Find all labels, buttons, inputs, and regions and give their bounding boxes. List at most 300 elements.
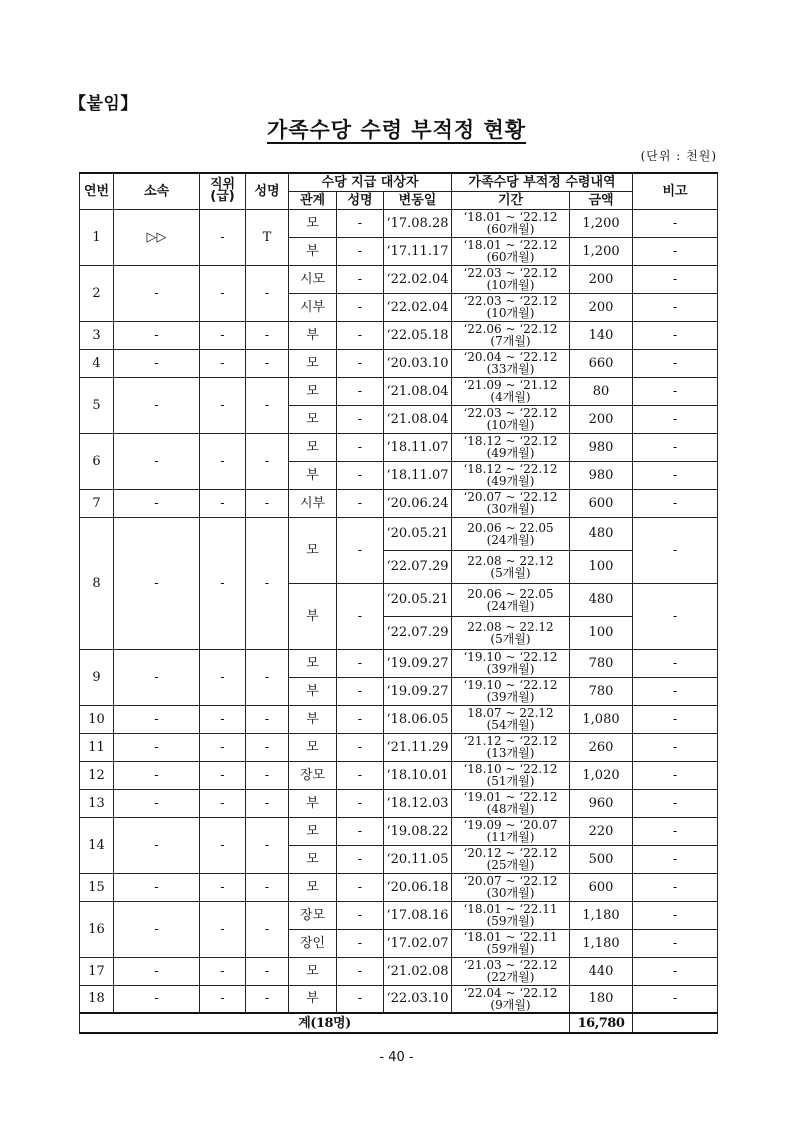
row-relation: 모	[289, 817, 337, 845]
header-note: 비고	[633, 173, 718, 209]
row-period-months: (10개월)	[486, 306, 535, 320]
row-target-name: -	[337, 517, 384, 583]
row-note: -	[633, 845, 718, 873]
row-rank: -	[200, 321, 246, 349]
row-amount: 1,020	[570, 761, 633, 789]
row-period-months: (60개월)	[486, 250, 535, 264]
row-amount: 1,200	[570, 237, 633, 265]
row-name: -	[246, 321, 289, 349]
row-dept: -	[114, 957, 200, 985]
row-change-date: ‘18.06.05	[384, 705, 452, 733]
row-dept: -	[114, 789, 200, 817]
header-dept: 소속	[114, 173, 200, 209]
row-amount: 600	[570, 489, 633, 517]
row-period-months: (22개월)	[486, 970, 535, 984]
row-relation: 부	[289, 677, 337, 705]
row-note: -	[633, 677, 718, 705]
table-row	[80, 817, 718, 845]
row-target-name: -	[337, 377, 384, 405]
row-no: 2	[80, 265, 114, 321]
row-relation: 장모	[289, 761, 337, 789]
row-period	[452, 649, 570, 677]
row-period-range: ‘18.01 ~ ‘22.12	[463, 210, 558, 224]
row-amount: 200	[570, 265, 633, 293]
row-no: 8	[80, 517, 114, 649]
row-change-date: ‘21.08.04	[384, 405, 452, 433]
row-period-range: ‘18.01 ~ ‘22.11	[463, 930, 558, 944]
row-name: -	[246, 489, 289, 517]
row-rank: -	[200, 733, 246, 761]
row-target-name: -	[337, 209, 384, 237]
row-target-name: -	[337, 705, 384, 733]
row-name: -	[246, 349, 289, 377]
row-no: 14	[80, 817, 114, 873]
row-amount: 100	[570, 616, 633, 649]
row-target-name: -	[337, 677, 384, 705]
row-relation: 모	[289, 649, 337, 677]
row-period-range: ‘22.03 ~ ‘22.12	[463, 406, 558, 420]
row-dept: -	[114, 901, 200, 957]
row-period-months: (25개월)	[486, 858, 535, 872]
row-relation: 모	[289, 517, 337, 583]
attachment-label: 【붙임】	[69, 94, 138, 114]
row-target-name: -	[337, 321, 384, 349]
row-relation: 시모	[289, 265, 337, 293]
row-period	[452, 985, 570, 1013]
row-amount: 200	[570, 293, 633, 321]
row-change-date: ‘18.10.01	[384, 761, 452, 789]
table-row	[80, 705, 718, 733]
row-period-range: ‘21.09 ~ ‘21.12	[463, 378, 558, 392]
row-period	[452, 293, 570, 321]
row-target-name: -	[337, 957, 384, 985]
row-change-date: ‘18.11.07	[384, 433, 452, 461]
row-change-date: ‘21.08.04	[384, 377, 452, 405]
row-amount: 480	[570, 517, 633, 550]
row-dept: -	[114, 985, 200, 1013]
row-note: -	[633, 433, 718, 461]
row-period-months: (60개월)	[486, 222, 535, 236]
row-relation: 장모	[289, 901, 337, 929]
row-change-date: ‘19.08.22	[384, 817, 452, 845]
row-amount: 500	[570, 845, 633, 873]
row-note: -	[633, 583, 718, 649]
row-period-months: (24개월)	[486, 598, 535, 613]
row-period	[452, 209, 570, 237]
row-amount: 1,200	[570, 209, 633, 237]
total-note	[633, 1013, 718, 1033]
row-dept: -	[114, 349, 200, 377]
row-period	[452, 583, 570, 616]
row-name: -	[246, 377, 289, 433]
row-note: -	[633, 649, 718, 677]
row-period-range: ‘18.12 ~ ‘22.12	[463, 462, 558, 476]
row-note: -	[633, 873, 718, 901]
row-name: -	[246, 265, 289, 321]
row-relation: 부	[289, 237, 337, 265]
table-row	[80, 649, 718, 677]
document-title	[0, 114, 793, 144]
row-target-name: -	[337, 433, 384, 461]
row-name: -	[246, 901, 289, 957]
row-period	[452, 321, 570, 349]
row-name: -	[246, 789, 289, 817]
row-rank: -	[200, 377, 246, 433]
row-period-range: 22.08 ~ 22.12	[467, 619, 554, 634]
row-relation: 모	[289, 845, 337, 873]
table-row	[80, 517, 718, 550]
row-note: -	[633, 733, 718, 761]
row-note: -	[633, 517, 718, 583]
table-row	[80, 209, 718, 237]
row-name: -	[246, 433, 289, 489]
row-no: 15	[80, 873, 114, 901]
row-period-range: ‘18.01 ~ ‘22.11	[463, 902, 558, 916]
row-note: -	[633, 957, 718, 985]
header-period: 기간	[452, 191, 570, 209]
row-amount: 780	[570, 649, 633, 677]
row-amount: 100	[570, 550, 633, 583]
row-period-months: (24개월)	[486, 532, 535, 547]
row-change-date: ‘17.08.16	[384, 901, 452, 929]
row-period	[452, 873, 570, 901]
row-change-date: ‘17.08.28	[384, 209, 452, 237]
row-amount: 600	[570, 873, 633, 901]
row-amount: 960	[570, 789, 633, 817]
row-no: 5	[80, 377, 114, 433]
row-target-name: -	[337, 733, 384, 761]
row-relation: 부	[289, 985, 337, 1013]
row-amount: 220	[570, 817, 633, 845]
row-amount: 200	[570, 405, 633, 433]
table-row	[80, 433, 718, 461]
table-row	[80, 957, 718, 985]
row-rank: -	[200, 209, 246, 265]
row-note: -	[633, 761, 718, 789]
row-rank: -	[200, 705, 246, 733]
row-period	[452, 845, 570, 873]
row-dept: -	[114, 733, 200, 761]
table-row	[80, 489, 718, 517]
row-period	[452, 929, 570, 957]
row-period-range: ‘22.03 ~ ‘22.12	[463, 294, 558, 308]
row-amount: 1,080	[570, 705, 633, 733]
row-rank: -	[200, 761, 246, 789]
row-period	[452, 550, 570, 583]
row-dept: -	[114, 705, 200, 733]
row-dept: -	[114, 873, 200, 901]
row-dept: -	[114, 265, 200, 321]
row-change-date: ‘20.03.10	[384, 349, 452, 377]
row-period	[452, 489, 570, 517]
row-relation: 시부	[289, 489, 337, 517]
row-period-range: 20.06 ~ 22.05	[467, 586, 554, 601]
row-period	[452, 433, 570, 461]
row-period-range: 18.07 ~ 22.12	[467, 706, 554, 720]
row-change-date: ‘22.07.29	[384, 616, 452, 649]
row-rank: -	[200, 873, 246, 901]
row-period	[452, 957, 570, 985]
row-change-date: ‘21.11.29	[384, 733, 452, 761]
header-no: 연번	[80, 173, 114, 209]
row-period-months: (54개월)	[486, 718, 535, 732]
row-period	[452, 461, 570, 489]
row-change-date: ‘20.06.18	[384, 873, 452, 901]
row-period-range: ‘21.12 ~ ‘22.12	[463, 734, 558, 748]
row-target-name: -	[337, 405, 384, 433]
row-note: -	[633, 321, 718, 349]
row-amount: 260	[570, 733, 633, 761]
row-relation: 모	[289, 209, 337, 237]
row-relation: 부	[289, 789, 337, 817]
row-period	[452, 349, 570, 377]
row-amount: 140	[570, 321, 633, 349]
row-note: -	[633, 817, 718, 845]
row-change-date: ‘19.09.27	[384, 649, 452, 677]
row-target-name: -	[337, 489, 384, 517]
row-name: -	[246, 817, 289, 873]
row-amount: 980	[570, 433, 633, 461]
row-name: -	[246, 761, 289, 789]
row-note: -	[633, 209, 718, 237]
table-row	[80, 985, 718, 1013]
row-name: -	[246, 705, 289, 733]
row-no: 7	[80, 489, 114, 517]
row-change-date: ‘22.02.04	[384, 293, 452, 321]
row-no: 3	[80, 321, 114, 349]
row-rank: -	[200, 265, 246, 321]
row-name: -	[246, 649, 289, 705]
row-period	[452, 377, 570, 405]
header-rank: 직위 (급)	[200, 173, 246, 209]
table-row	[80, 265, 718, 293]
row-period-range: ‘20.12 ~ ‘22.12	[463, 846, 558, 860]
row-dept: -	[114, 377, 200, 433]
row-change-date: ‘18.11.07	[384, 461, 452, 489]
row-change-date: ‘22.05.18	[384, 321, 452, 349]
row-relation: 모	[289, 377, 337, 405]
row-no: 6	[80, 433, 114, 489]
header-improper-group: 가족수당 부적정 수령내역	[452, 173, 633, 191]
row-period-months: (9개월)	[490, 997, 531, 1012]
row-name: -	[246, 985, 289, 1013]
row-relation: 부	[289, 583, 337, 649]
document-title-text: 가족수당 수령 부적정 현황	[266, 118, 527, 142]
row-no: 11	[80, 733, 114, 761]
row-change-date: ‘20.06.24	[384, 489, 452, 517]
row-amount: 780	[570, 677, 633, 705]
row-period-range: ‘18.10 ~ ‘22.12	[463, 762, 558, 776]
row-period-range: 22.08 ~ 22.12	[467, 553, 554, 568]
row-period	[452, 405, 570, 433]
row-note: -	[633, 901, 718, 929]
total-label: 계(18명)	[80, 1013, 570, 1033]
row-rank: -	[200, 433, 246, 489]
row-dept: -	[114, 489, 200, 517]
row-period-range: ‘19.10 ~ ‘22.12	[463, 650, 558, 664]
row-amount: 180	[570, 985, 633, 1013]
row-target-name: -	[337, 761, 384, 789]
row-relation: 장인	[289, 929, 337, 957]
row-period-range: ‘20.04 ~ ‘22.12	[463, 350, 558, 364]
row-period-months: (48개월)	[486, 802, 535, 816]
row-target-name: -	[337, 789, 384, 817]
row-period-months: (39개월)	[486, 690, 535, 704]
row-name: -	[246, 873, 289, 901]
row-note: -	[633, 293, 718, 321]
row-period-months: (7개월)	[490, 334, 531, 348]
row-dept: -	[114, 517, 200, 649]
row-relation: 모	[289, 957, 337, 985]
row-rank: -	[200, 901, 246, 957]
row-rank: -	[200, 985, 246, 1013]
row-period	[452, 733, 570, 761]
row-amount: 80	[570, 377, 633, 405]
row-target-name: -	[337, 461, 384, 489]
row-period-months: (10개월)	[486, 418, 535, 432]
row-rank: -	[200, 789, 246, 817]
row-note: -	[633, 461, 718, 489]
row-note: -	[633, 789, 718, 817]
row-dept: -	[114, 817, 200, 873]
row-target-name: -	[337, 649, 384, 677]
row-relation: 부	[289, 705, 337, 733]
row-relation: 모	[289, 405, 337, 433]
row-period-range: ‘22.06 ~ ‘22.12	[463, 322, 558, 336]
row-note: -	[633, 985, 718, 1013]
row-period-months: (10개월)	[486, 278, 535, 292]
header-name: 성명	[246, 173, 289, 209]
header-target-name: 성명	[337, 191, 384, 209]
row-change-date: ‘22.02.04	[384, 265, 452, 293]
row-target-name: -	[337, 845, 384, 873]
row-period-months: (49개월)	[486, 474, 535, 488]
row-period-months: (13개월)	[486, 746, 535, 760]
row-change-date: ‘20.05.21	[384, 583, 452, 616]
row-period	[452, 817, 570, 845]
row-period-months: (51개월)	[486, 774, 535, 788]
row-relation: 부	[289, 321, 337, 349]
row-note: -	[633, 349, 718, 377]
row-change-date: ‘20.05.21	[384, 517, 452, 550]
row-name: -	[246, 957, 289, 985]
row-change-date: ‘22.03.10	[384, 985, 452, 1013]
row-no: 9	[80, 649, 114, 705]
row-period	[452, 901, 570, 929]
row-dept: -	[114, 761, 200, 789]
row-period-months: (30개월)	[486, 502, 535, 516]
row-note: -	[633, 705, 718, 733]
row-period-range: ‘18.12 ~ ‘22.12	[463, 434, 558, 448]
row-change-date: ‘18.12.03	[384, 789, 452, 817]
row-period	[452, 237, 570, 265]
table-row	[80, 761, 718, 789]
row-rank: -	[200, 957, 246, 985]
row-amount: 480	[570, 583, 633, 616]
row-period-range: ‘20.07 ~ ‘22.12	[463, 874, 558, 888]
row-target-name: -	[337, 901, 384, 929]
table-row	[80, 901, 718, 929]
table-row	[80, 789, 718, 817]
row-rank: -	[200, 349, 246, 377]
table-row	[80, 377, 718, 405]
row-amount: 1,180	[570, 901, 633, 929]
row-relation: 모	[289, 433, 337, 461]
row-target-name: -	[337, 293, 384, 321]
row-note: -	[633, 377, 718, 405]
row-dept: -	[114, 433, 200, 489]
row-change-date: ‘22.07.29	[384, 550, 452, 583]
row-amount: 440	[570, 957, 633, 985]
row-dept: -	[114, 321, 200, 349]
row-target-name: -	[337, 873, 384, 901]
row-period-months: (30개월)	[486, 886, 535, 900]
row-name: -	[246, 733, 289, 761]
header-relation: 관계	[289, 191, 337, 209]
row-name: -	[246, 517, 289, 649]
row-target-name: -	[337, 817, 384, 845]
row-name: T	[246, 209, 289, 265]
row-note: -	[633, 237, 718, 265]
row-no: 18	[80, 985, 114, 1013]
row-period	[452, 265, 570, 293]
row-target-name: -	[337, 929, 384, 957]
row-period-months: (11개월)	[486, 830, 535, 844]
row-period-range: ‘19.10 ~ ‘22.12	[463, 678, 558, 692]
table-row	[80, 321, 718, 349]
header-change-date: 변동일	[384, 191, 452, 209]
row-period-months: (5개월)	[490, 631, 531, 646]
row-change-date: ‘21.02.08	[384, 957, 452, 985]
row-target-name: -	[337, 237, 384, 265]
row-note: -	[633, 929, 718, 957]
row-period-range: 20.06 ~ 22.05	[467, 520, 554, 535]
table-row	[80, 873, 718, 901]
row-period	[452, 705, 570, 733]
row-note: -	[633, 405, 718, 433]
row-amount: 660	[570, 349, 633, 377]
row-period-range: ‘22.04 ~ ‘22.12	[463, 985, 558, 1000]
table-body	[80, 209, 718, 1013]
improper-allowance-table	[79, 172, 718, 1034]
row-no: 10	[80, 705, 114, 733]
row-period-months: (59개월)	[486, 942, 535, 956]
row-period	[452, 677, 570, 705]
row-relation: 모	[289, 349, 337, 377]
row-relation: 모	[289, 733, 337, 761]
row-period-range: ‘19.09 ~ ‘20.07	[463, 818, 558, 832]
row-period-months: (49개월)	[486, 446, 535, 460]
row-no: 12	[80, 761, 114, 789]
row-dept: ▷▷	[114, 209, 200, 265]
row-no: 16	[80, 901, 114, 957]
row-period	[452, 761, 570, 789]
row-period	[452, 517, 570, 550]
total-amount: 16,780	[570, 1013, 633, 1033]
row-note: -	[633, 489, 718, 517]
row-rank: -	[200, 817, 246, 873]
row-period-range: ‘22.03 ~ ‘22.12	[463, 266, 558, 280]
row-change-date: ‘20.11.05	[384, 845, 452, 873]
row-period-months: (5개월)	[490, 565, 531, 580]
row-note: -	[633, 265, 718, 293]
header-amount: 금액	[570, 191, 633, 209]
row-period-range: ‘19.01 ~ ‘22.12	[463, 790, 558, 804]
page-number: - 40 -	[379, 1050, 414, 1065]
row-amount: 1,180	[570, 929, 633, 957]
row-period-range: ‘21.03 ~ ‘22.12	[463, 958, 558, 972]
row-relation: 부	[289, 461, 337, 489]
